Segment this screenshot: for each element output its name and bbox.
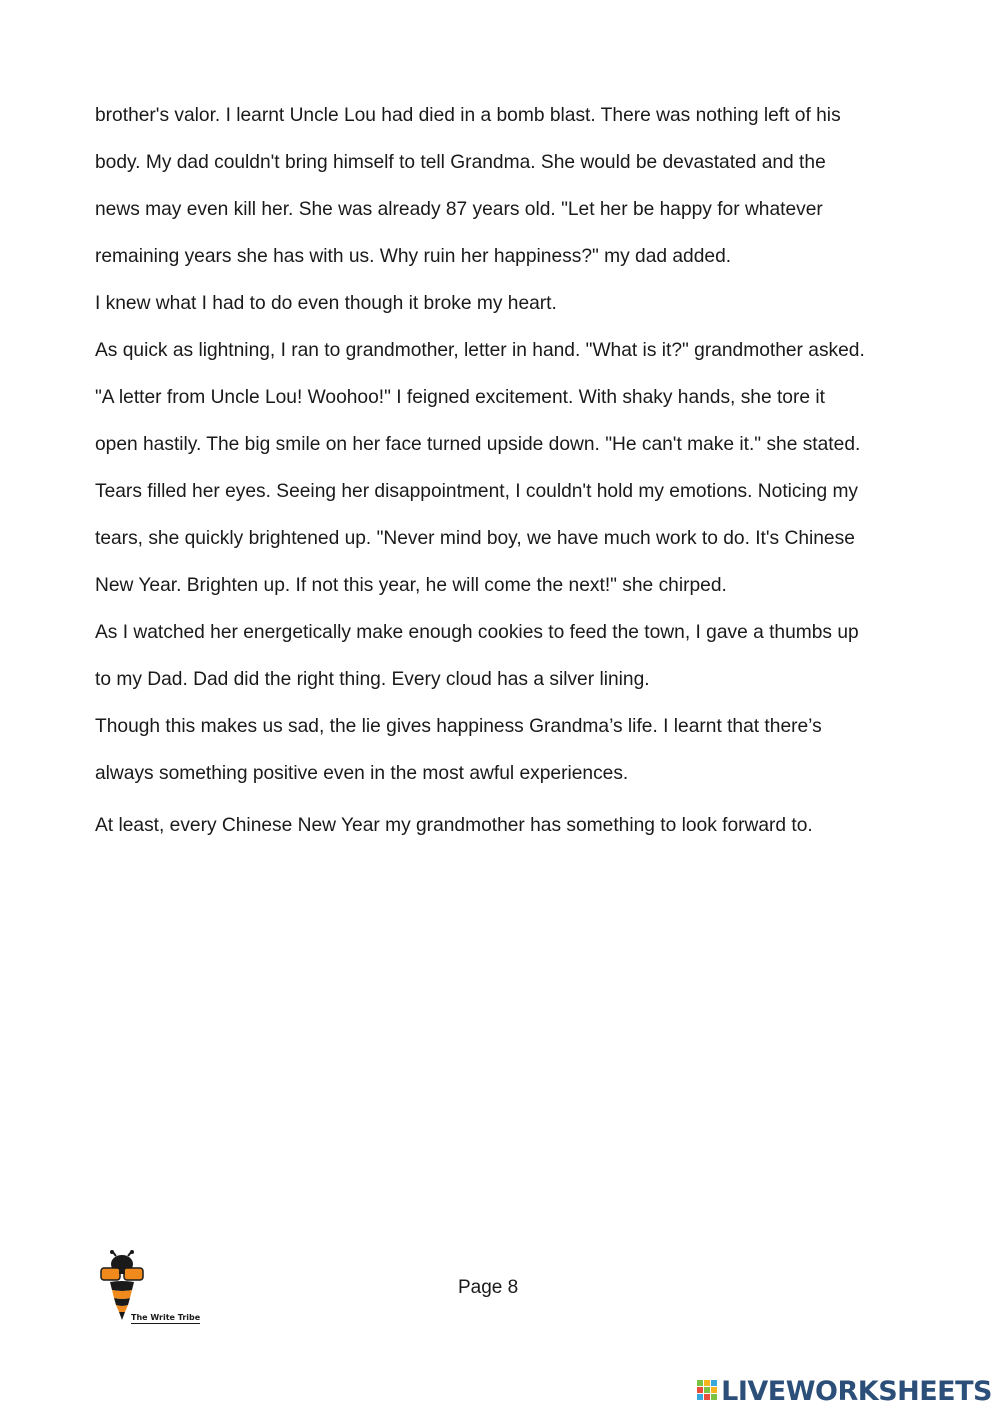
liveworksheets-watermark[interactable]: [697, 1377, 992, 1407]
text-line: As I watched her energetically make enough cookies to feed the town, I gave a thumbs up: [95, 622, 859, 643]
text-line: open hastily. The big smile on her face turned upside down. "He can't make it." she stated.: [95, 434, 861, 455]
text-line: brother's valor. I learnt Uncle Lou had died in a bomb blast. There was nothing left of his: [95, 105, 841, 126]
liveworksheets-logo-icon: [697, 1380, 719, 1404]
text-line: news may even kill her. She was already 87 years old. "Let her be happy for whatever: [95, 199, 823, 220]
page-number: Page 8: [458, 1277, 519, 1298]
text-line: New Year. Brighten up. If not this year, he will come the next!" she chirped.: [95, 575, 727, 596]
write-tribe-logo: [98, 1250, 208, 1330]
text-line: to my Dad. Dad did the right thing. Every cloud has a silver lining.: [95, 669, 650, 690]
text-line: tears, she quickly brightened up. "Never mind boy, we have much work to do. It's Chinese: [95, 528, 855, 549]
document-body: [95, 92, 915, 849]
text-line: remaining years she has with us. Why ruin her happiness?" my dad added.: [95, 246, 732, 267]
text-line: body. My dad couldn't bring himself to tell Grandma. She would be devastated and the: [95, 152, 826, 173]
text-line: "A letter from Uncle Lou! Woohoo!" I feigned excitement. With shaky hands, she tore it: [95, 387, 825, 408]
text-line: As quick as lightning, I ran to grandmother, letter in hand. "What is it?" grandmother asked.: [95, 340, 865, 361]
text-line: Though this makes us sad, the lie gives happiness Grandma’s life. I learnt that there’s: [95, 716, 822, 737]
text-line: always something positive even in the most awful experiences.: [95, 763, 629, 784]
text-line: Tears filled her eyes. Seeing her disappointment, I couldn't hold my emotions. Noticing my: [95, 481, 859, 502]
text-line: At least, every Chinese New Year my grandmother has something to look forward to.: [95, 815, 813, 836]
text-line: I knew what I had to do even though it broke my heart.: [95, 293, 557, 314]
logo-text: The Write Tribe: [131, 1313, 201, 1322]
liveworksheets-brand-text: LIVEWORKSHEETS: [721, 1376, 992, 1407]
